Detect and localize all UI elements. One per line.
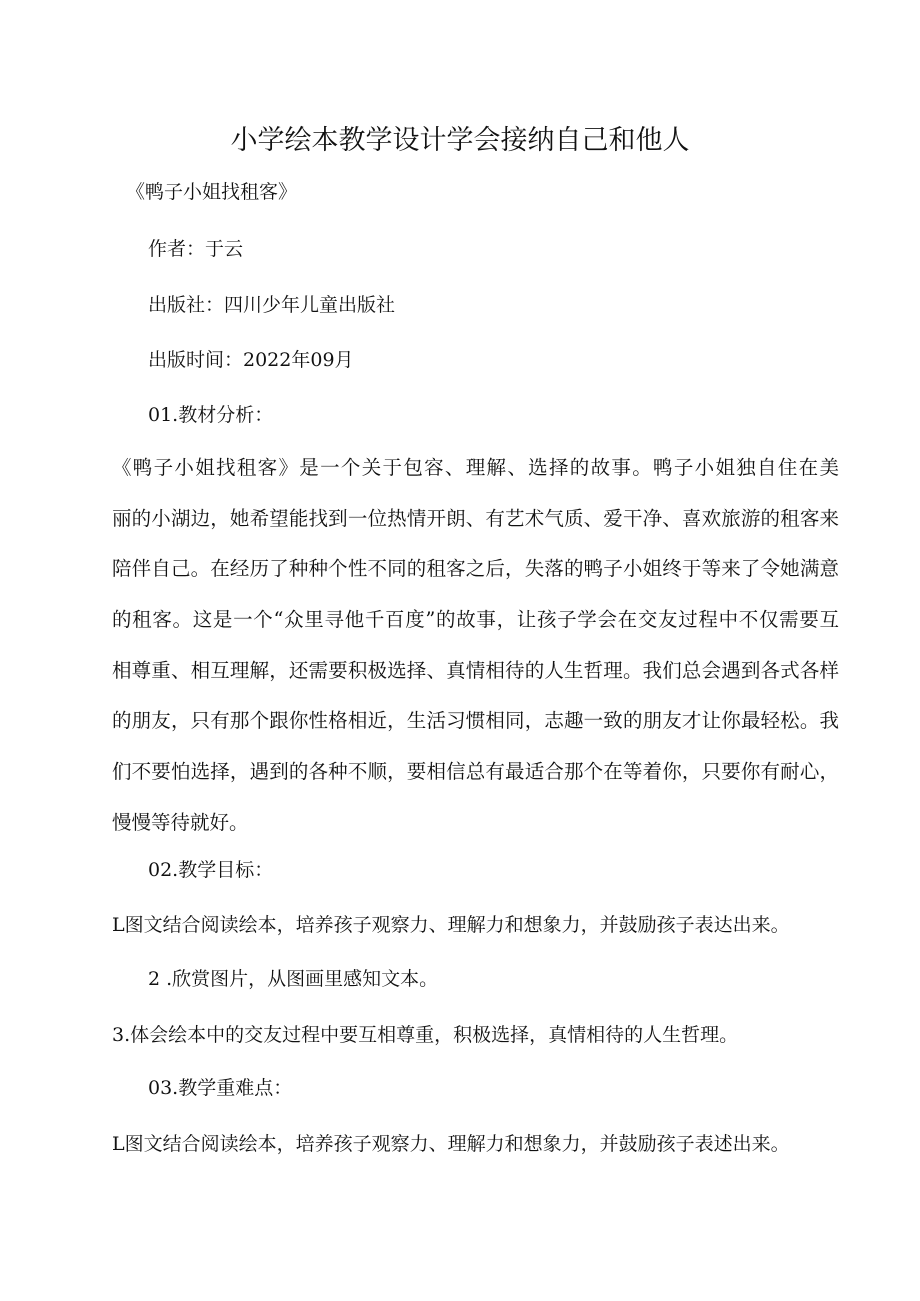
section-heading-key-points: 03.教学重难点： — [148, 1077, 293, 1099]
paragraph-line: 《鸭子小姐找租客》是一个关于包容、理解、选择的故事。鸭子小姐独自住在美 — [112, 456, 839, 479]
paragraph-line: 慢慢等待就好。 — [112, 811, 249, 834]
paragraph-line: 陪伴自己。在经历了种种个性不同的租客之后，失落的鸭子小姐终于等来了令她满意 — [112, 557, 839, 580]
paragraph-line: 相尊重、相互理解，还需要积极选择、真情相待的人生哲理。我们总会遇到各式各样 — [112, 659, 839, 682]
section-heading-objectives: 02.教学目标： — [148, 859, 274, 881]
paragraph-line: 丽的小湖边，她希望能找到一位热情开朗、有艺术气质、爱干净、喜欢旅游的租客来 — [112, 507, 839, 530]
objective-item: L图文结合阅读绘本，培养孩子观察力、理解力和想象力，并鼓励孩子表达出来。 — [112, 914, 790, 936]
key-point-item: L图文结合阅读绘本，培养孩子观察力、理解力和想象力，并鼓励孩子表述出来。 — [112, 1133, 790, 1155]
objective-item: 2 .欣赏图片，从图画里感知文本。 — [148, 968, 439, 990]
book-title: 《鸭子小姐找租客》 — [126, 181, 298, 203]
publication-date: 出版时间：2022年09月 — [148, 349, 354, 371]
section-heading-analysis: 01.教材分析： — [148, 404, 274, 426]
publisher: 出版社：四川少年儿童出版社 — [148, 294, 396, 316]
paragraph-line: 们不要怕选择，遇到的各种不顺，要相信总有最适合那个在等着你，只要你有耐心， — [112, 760, 839, 783]
objective-item: 3.体会绘本中的交友过程中要互相尊重，积极选择，真情相待的人生哲理。 — [112, 1024, 739, 1046]
paragraph-line: 的朋友，只有那个跟你性格相近，生活习惯相同，志趣一致的朋友才让你最轻松。我 — [112, 709, 839, 732]
author: 作者：于云 — [148, 238, 244, 260]
document-title: 小学绘本教学设计学会接纳自己和他人 — [230, 125, 690, 156]
paragraph-line: 的租客。这是一个“众里寻他千百度”的故事，让孩子学会在交友过程中不仅需要互 — [112, 608, 839, 631]
